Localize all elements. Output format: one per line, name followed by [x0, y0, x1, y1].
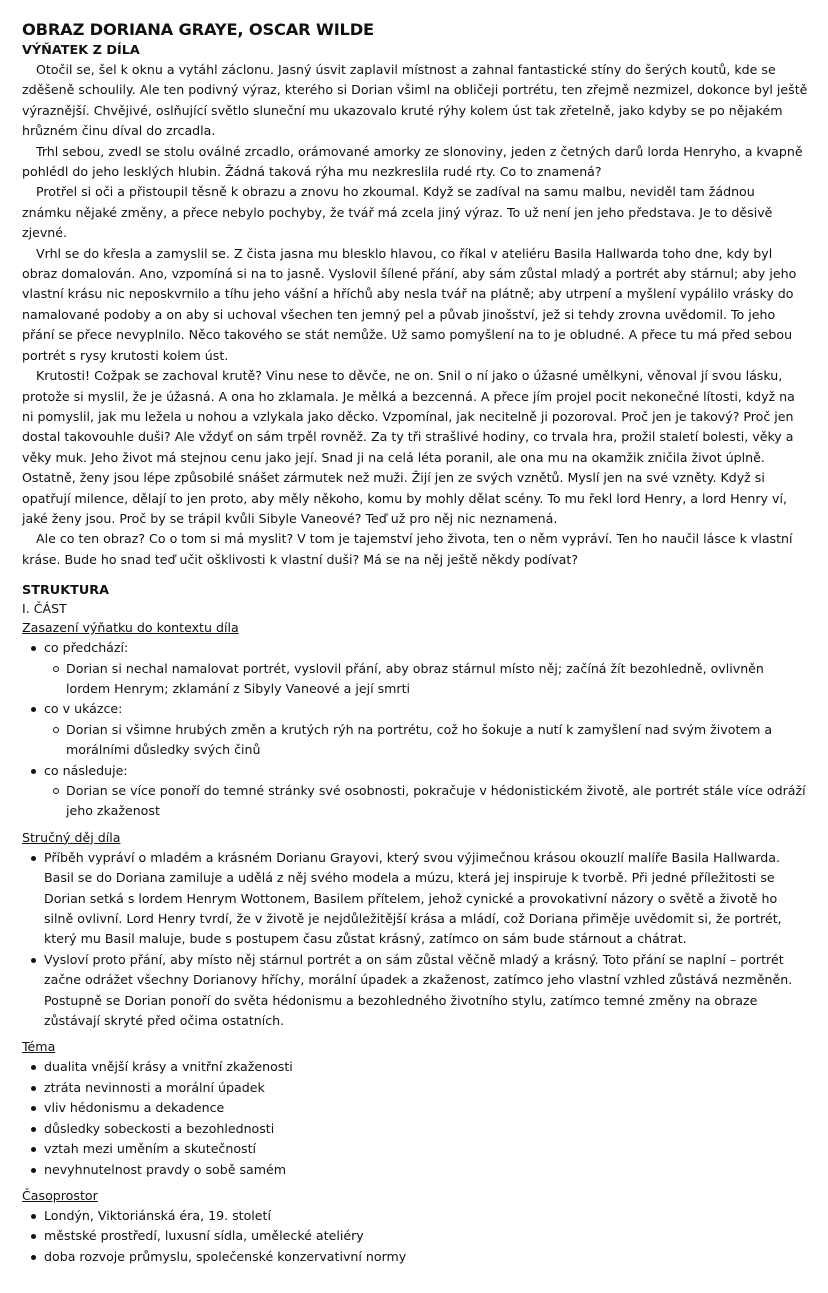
- list-item: vliv hédonismu a dekadence: [22, 1098, 808, 1118]
- setting-list: [22, 1206, 808, 1267]
- list-item: Příběh vypráví o mladém a krásném Dorianu Grayovi, který svou výjimečnou krásou okouzlí malíře Basila Hallwarda. Basil se do Doriana zamiluje a udělá z něj svého modela a múzu, která jej inspiruje k tvorbě. Při jedné příležitosti se Dorian setká s lordem Henrym Wottonem, Basilem přítelem, jehož cynické a provokativní názory o světě a životě ho silně ovlivní. Lord Henry tvrdí, že v životě je nejdůležitější krása a mládí, což Doriana přiměje uvědomit si, že portrét, který mu Basil maluje, bude s postupem času zůstat krásný, zatímco on sám bude stárnout a chátrat.: [22, 848, 808, 950]
- list-item: městské prostředí, luxusní sídla, umělecké ateliéry: [22, 1226, 808, 1246]
- excerpt-paragraph: Otočil se, šel k oknu a vytáhl záclonu. Jasný úsvit zaplavil místnost a zahnal fantastické stíny do šerých koutů, kde se zděšeně schoulily. Ale ten podivný výraz, kterého si Dorian všiml na obličeji portrétu, ten zřejmě nezmizel, dokonce byl ještě výraznější. Chvějivé, oslňující světlo sluneční mu ukazovalo kruté rýhy kolem úst tak zřetelně, jako kdyby se po nějakém hrůzném činu díval do zrcadla.: [22, 62, 808, 139]
- plot-heading: Stručný děj díla: [22, 829, 121, 845]
- setting-heading: Časoprostor: [22, 1187, 98, 1203]
- excerpt-paragraph: Trhl sebou, zvedl se stolu oválné zrcadlo, orámované amorky ze slonoviny, jeden z četných darů lorda Henryho, a kvapně pohlédl do jeho lesklých hlubin. Žádná taková rýha mu nezkreslila rudé rty. Co to znamená?: [22, 143, 803, 180]
- excerpt-paragraph: Krutosti! Cožpak se zachoval krutě? Vinu nese to děvče, ne on. Snil o ní jako o úžasné umělkyni, věnoval jí svou lásku, protože si myslil, že je úžasná. A ona ho zklamala. Je mělká a bezcenná. A přece jím projel pocit nekonečné lítosti, když na ni pomyslil, jak mu ležela u nohou a vzlykala jako děcko. Vzpomínal, jak necitelně ji pozoroval. Proč jen je takový? Proč jen dostal takovouhle duši? Ale vždyť on sám trpěl rovněž. Za ty tři strašlivé hodiny, co trvala hra, prožil staletí bolesti, věky a věky muk. Jeho život má stejnou cenu jako její. Snad ji na celá léta poranil, ale ona mu na okamžik zničila život úplně. Ostatně, ženy jsou lépe způsobilé snášet zármutek než muži. Žijí jen ze svých vznětů. Myslí jen na své vzněty. Když si opatřují milence, dělají to jen proto, aby měly někoho, komu by mohly dělat scény. To mu řekl lord Henry, a lord Henry ví, jaké ženy jsou. Proč by se trápil kvůli Sibyle Vaneové? Teď už pro něj nic neznamená.: [22, 368, 795, 526]
- list-item: Londýn, Viktoriánská éra, 19. století: [22, 1206, 808, 1226]
- list-item: [22, 699, 808, 760]
- sub-list-item: Dorian si všimne hrubých změn a krutých rýh na portrétu, což ho šokuje a nutí k zamyšlení nad svým životem a morálními důsledky svých činů: [22, 720, 808, 761]
- list-item: ztráta nevinnosti a morální úpadek: [22, 1078, 808, 1098]
- list-item: důsledky sobeckosti a bezohlednosti: [22, 1119, 808, 1139]
- plot-list: [22, 848, 808, 1032]
- sub-list: [22, 659, 808, 700]
- excerpt-paragraph: Protřel si oči a přistoupil těsně k obrazu a znovu ho zkoumal. Když se zadíval na samu malbu, neviděl tam žádnou známku nějaké změny, a přece nebylo pochyby, že tvář má zcela jiný výraz. To už není jen jeho představa. Je to děsivě zjevné.: [22, 184, 773, 241]
- theme-list: [22, 1057, 808, 1179]
- excerpt-text: [22, 60, 808, 570]
- list-item-label: co následuje:: [44, 762, 128, 778]
- list-item: vztah mezi uměním a skutečností: [22, 1139, 808, 1159]
- structure-heading: STRUKTURA: [22, 583, 109, 599]
- excerpt-paragraph: Ale co ten obraz? Co o tom si má myslit? V tom je tajemství jeho života, ten o něm vypráví. Ten ho naučil lásce k vlastní kráse. Bude ho snad teď učit ošklivosti k vlastní duši? Má se na něj ještě někdy podívat?: [22, 531, 793, 567]
- context-list: [22, 638, 808, 822]
- sub-list-item: Dorian si nechal namalovat portrét, vyslovil přání, aby obraz stárnul místo něj; začíná žít bezohledně, ovlivněn lordem Henrym; zklamání z Sibyly Vaneové a její smrti: [22, 659, 808, 700]
- theme-heading: Téma: [22, 1039, 56, 1055]
- sub-list: [22, 781, 808, 822]
- excerpt-heading: VÝŇATEK Z DÍLA: [22, 43, 140, 58]
- list-item-label: co předchází:: [44, 640, 129, 656]
- list-item: nevyhnutelnost pravdy o sobě samém: [22, 1160, 808, 1180]
- sub-list: [22, 720, 808, 761]
- list-item: doba rozvoje průmyslu, společenské konzervativní normy: [22, 1247, 808, 1267]
- excerpt-paragraph: Vrhl se do křesla a zamyslil se. Z čista jasna mu blesklo hlavou, co říkal v ateliéru Basila Hallwarda toho dne, kdy byl obraz domalován. Ano, vzpomíná si na to jasně. Vyslovil šílené přání, aby sám zůstal mladý a portrét aby stárnul; aby jeho vlastní krásu nic neposkvrnilo a tíhu jeho vášní a hříchů aby nesla tvář na plátně; aby utrpení a myšlení vypálilo vrásky do namalované podoby a on aby si uchoval všechen ten jemný pel a půvab jinošství, jež si tehdy zrovna uvědomil. To jeho přání se přece nevyplnilo. Něco takového se stát nemůže. Už samo pomyšlení na to je obludné. A přece tu má před sebou portrét s rysy krutosti kolem úst.: [22, 245, 797, 363]
- list-item: Vysloví proto přání, aby místo něj stárnul portrét a on sám zůstal věčně mladý a krásný. Toto přání se naplní – portrét začne odrážet všechny Dorianovy hříchy, morální úpadek a zkaženost, zatímco jeho vlastní vzhled zůstává nezměněn. Postupně se Dorian ponoří do světa hédonismu a bezohledného životního stylu, zatímco temné změny na obraze zůstávají skryté před očima ostatních.: [22, 950, 808, 1032]
- part-title: I. ČÁST: [22, 601, 67, 617]
- sub-list-item: Dorian se více ponoří do temné stránky své osobnosti, pokračuje v hédonistickém životě, ale portrét stále více odráží jeho zkaženost: [22, 781, 808, 822]
- list-item: [22, 638, 808, 699]
- list-item: [22, 761, 808, 822]
- list-item: dualita vnější krásy a vnitřní zkaženosti: [22, 1057, 808, 1077]
- list-item-label: co v ukázce:: [44, 701, 123, 717]
- context-heading: Zasazení výňatku do kontextu díla: [22, 620, 239, 636]
- document-title: OBRAZ DORIANA GRAYE, OSCAR WILDE: [22, 20, 374, 39]
